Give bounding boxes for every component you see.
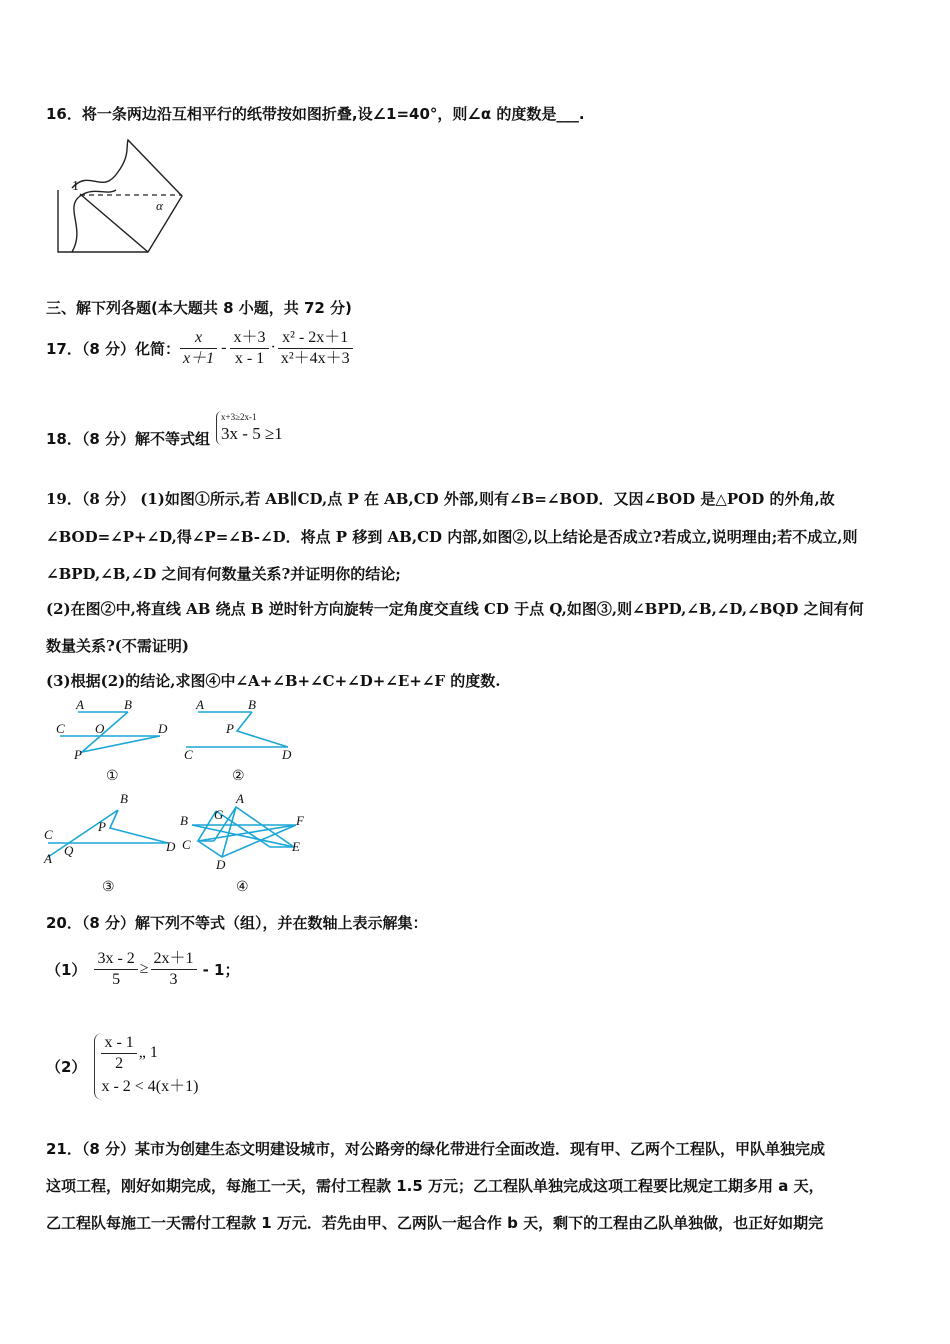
q19-line-1: 19．（8 分） (1)如图①所示,若 AB∥CD,点 P 在 AB,CD 外部,则有∠B=∠BOD．又因∠BOD 是△POD 的外角,故 bbox=[46, 490, 835, 508]
figure-1 bbox=[56, 697, 168, 784]
fig2-caption: ② bbox=[232, 769, 245, 784]
q17-fraction-2 bbox=[230, 328, 268, 369]
q16-figure bbox=[50, 138, 190, 256]
q19-line-4: (2)在图②中,将直线 AB 绕点 B 逆时针方向旋转一定角度交直线 CD 于点 Q,如图③,则∠BPD,∠B,∠D,∠BQD 之间有何 bbox=[46, 600, 864, 618]
fig1-label-C: C bbox=[56, 721, 65, 736]
q17-f1-numerator: x bbox=[180, 328, 217, 349]
q20-text: 20．（8 分）解下列不等式（组），并在数轴上表示解集： bbox=[46, 914, 428, 932]
q16-text: 16．将一条两边沿互相平行的纸带按如图折叠,设∠1=40°，则∠α 的度数是___. bbox=[46, 105, 585, 123]
q18-prefix: 18．（8 分）解不等式组 bbox=[46, 429, 211, 448]
q17-fraction-1 bbox=[180, 328, 217, 369]
figure-2 bbox=[184, 697, 292, 784]
q20-p2-line-2: x - 2 < 4(x＋1) bbox=[101, 1077, 199, 1095]
fig3-label-C: C bbox=[44, 827, 53, 842]
q20-p1-fraction-1 bbox=[94, 949, 137, 990]
q19-line-6: (3)根据(2)的结论,求图④中∠A+∠B+∠C+∠D+∠E+∠F 的度数. bbox=[46, 672, 501, 690]
q20-p1-fraction-2 bbox=[151, 949, 197, 990]
q17-fraction-3 bbox=[278, 328, 353, 369]
q20-part1 bbox=[46, 944, 239, 994]
fig3-label-P: P bbox=[98, 819, 106, 834]
fig4-caption: ④ bbox=[236, 880, 249, 895]
q20-p2-denominator: 2 bbox=[115, 1054, 124, 1072]
q16-label-alpha: α bbox=[156, 198, 163, 213]
q19-line-3: ∠BPD,∠B,∠D 之间有何数量关系?并证明你的结论; bbox=[46, 565, 401, 583]
fig4-label-F: F bbox=[296, 813, 304, 828]
q20-p1-f2-numerator: 2x＋1 bbox=[151, 949, 197, 970]
q20-p2-system bbox=[94, 1033, 198, 1100]
q17-prefix: 17．（8 分）化简： bbox=[46, 339, 181, 358]
q19-figures bbox=[40, 695, 340, 900]
fig3-label-D: D bbox=[166, 839, 176, 854]
fig1-caption: ① bbox=[106, 769, 119, 784]
fig4-label-G: G bbox=[214, 807, 224, 822]
fig1-label-P: P bbox=[74, 747, 82, 762]
q19-line-2: ∠BOD=∠P+∠D,得∠P=∠B-∠D．将点 P 移到 AB,CD 内部,如图②,以上结论是否成立?若成立,说明理由;若不成立,则 bbox=[46, 528, 858, 546]
fig1-label-B: B bbox=[124, 697, 132, 712]
q17-f2-denominator: x - 1 bbox=[234, 349, 265, 367]
figure-4 bbox=[180, 791, 305, 895]
fig2-label-A: A bbox=[196, 697, 204, 712]
q20-p2-line-1 bbox=[101, 1033, 198, 1074]
q18-ineq-1: x+3≥2x-1 bbox=[221, 412, 257, 422]
fig3-label-A: A bbox=[44, 851, 52, 866]
q17-f3-numerator: x² - 2x＋1 bbox=[278, 328, 353, 349]
fig4-label-B: B bbox=[180, 813, 188, 828]
q20-p2-fraction bbox=[101, 1033, 136, 1074]
q20-p1-f1-denominator: 5 bbox=[112, 970, 121, 988]
q17-f3-denominator: x²＋4x＋3 bbox=[280, 349, 350, 367]
q20-p2-relation: „ 1 bbox=[138, 1044, 158, 1061]
fig3-caption: ③ bbox=[102, 880, 115, 895]
q17-f2-numerator: x＋3 bbox=[230, 328, 268, 349]
q21-line-2: 这项工程，刚好如期完成，每施工一天，需付工程款 1.5 万元；乙工程队单独完成这项工程要比规定工期多用 a 天， bbox=[46, 1177, 824, 1195]
q17-minus: - bbox=[221, 339, 227, 356]
fig4-label-E: E bbox=[292, 839, 300, 854]
fig1-label-D: D bbox=[158, 721, 168, 736]
figure-3 bbox=[43, 791, 176, 895]
fig2-label-D: D bbox=[282, 747, 292, 762]
q20-p1-label: （1） bbox=[46, 960, 87, 979]
q18-system bbox=[216, 411, 283, 445]
fig2-label-B: B bbox=[248, 697, 256, 712]
fig2-label-C: C bbox=[184, 747, 193, 762]
fig2-label-P: P bbox=[226, 721, 234, 736]
q17-f1-denominator: x＋1 bbox=[183, 349, 215, 367]
section-title: 三、解下列各题(本大题共 8 小题，共 72 分) bbox=[46, 299, 352, 317]
q16-label-1: 1 bbox=[72, 179, 79, 194]
q19-line-5: 数量关系?(不需证明) bbox=[46, 637, 189, 655]
q20-part2 bbox=[46, 1026, 198, 1106]
q20-p1-f1-numerator: 3x - 2 bbox=[94, 949, 137, 970]
q20-p2-label: （2） bbox=[46, 1057, 87, 1076]
fig4-label-A: A bbox=[236, 791, 244, 806]
fig3-label-B: B bbox=[120, 791, 128, 806]
q20-p1-ge: ≥ bbox=[139, 960, 149, 977]
q17-row bbox=[46, 322, 353, 374]
fig4-label-C: C bbox=[182, 837, 191, 852]
q18-ineq-2: 3x - 5 ≥1 bbox=[221, 424, 283, 443]
q20-p2-numerator: x - 1 bbox=[101, 1033, 136, 1054]
fig3-label-Q: Q bbox=[64, 843, 74, 858]
fig1-label-O: O bbox=[95, 721, 105, 736]
q18-row bbox=[46, 400, 283, 456]
fig1-label-A: A bbox=[76, 697, 84, 712]
q20-p1-tail: - 1； bbox=[202, 960, 240, 979]
q21-line-3: 乙工程队每施工一天需付工程款 1 万元．若先由甲、乙两队一起合作 b 天，剩下的工程由乙队单独做，也正好如期完 bbox=[46, 1214, 824, 1232]
q17-dot: · bbox=[270, 339, 276, 356]
q21-line-1: 21．（8 分）某市为创建生态文明建设城市，对公路旁的绿化带进行全面改造．现有甲、乙两个工程队，甲队单独完成 bbox=[46, 1140, 826, 1158]
fig4-label-D: D bbox=[216, 857, 226, 872]
q20-p1-f2-denominator: 3 bbox=[169, 970, 178, 988]
